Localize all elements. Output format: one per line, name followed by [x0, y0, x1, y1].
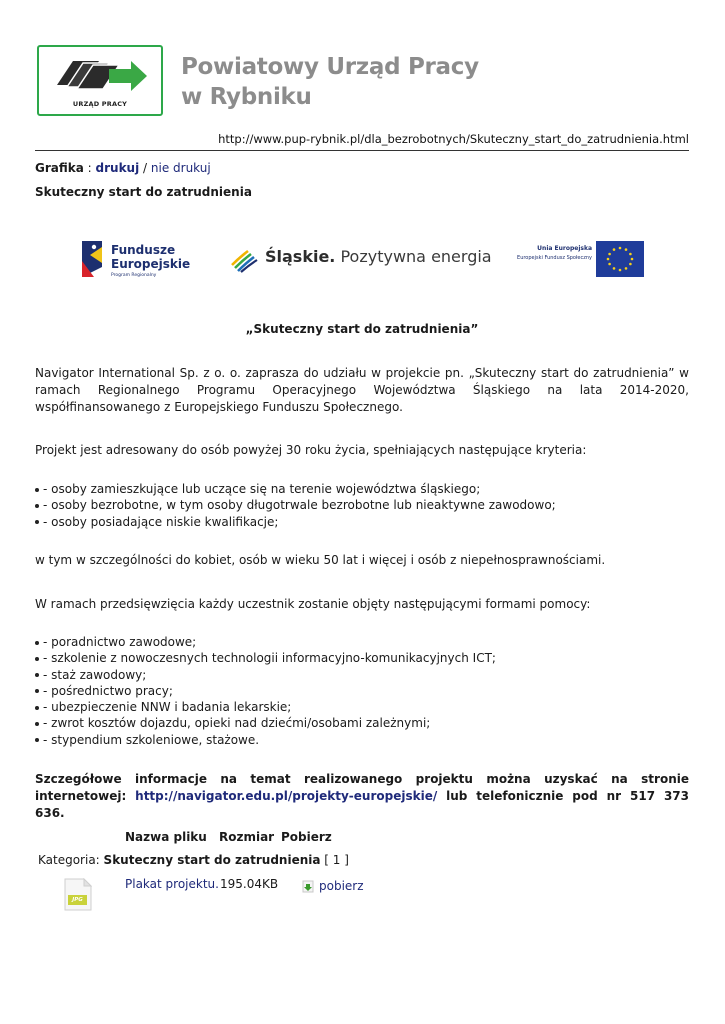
download-icon [302, 880, 315, 893]
navigator-link[interactable]: http://navigator.edu.pl/projekty-europejskie/ [135, 789, 438, 803]
jpg-file-icon[interactable] [64, 878, 92, 911]
logo-caption: URZĄD PRACY [72, 100, 128, 108]
list-item-text: - stypendium szkoleniowe, stażowe. [43, 732, 260, 747]
info-prefix: Szczegółowe informacje na temat realizowanego projektu można uzyskać na stronie internetowej: [35, 772, 689, 803]
bullet-icon [35, 488, 39, 492]
list-item-text: - ubezpieczenie NNW i badania lekarskie; [43, 700, 292, 715]
site-brand [181, 52, 479, 112]
list-item [35, 514, 689, 530]
bullet-icon [35, 641, 39, 645]
contact-info [35, 771, 689, 822]
list-item [35, 683, 689, 699]
info-suffix: lub telefonicznie pod nr 517 373 636. [35, 789, 689, 820]
list-item-text: - szkolenie z nowoczesnych technologii informacyjno-komunikacyjnych ICT; [43, 651, 496, 666]
grafika-label: Grafika [35, 161, 84, 175]
no-print-link[interactable]: nie drukuj [150, 161, 211, 175]
download-label: pobierz [319, 879, 364, 893]
col-header-download: Pobierz [281, 830, 332, 844]
separator: / [139, 161, 151, 175]
fundusze-europejskie-icon [80, 237, 110, 281]
category-row [38, 853, 349, 867]
list-item-text: - staż zawodowy; [43, 667, 147, 682]
header-divider [35, 150, 689, 151]
brand-line-1: Powiatowy Urząd Pracy [181, 54, 479, 80]
list-item [35, 650, 689, 666]
list-item [35, 497, 689, 513]
support-intro-paragraph: W ramach przedsięwzięcia każdy uczestnik zostanie objęty następującymi formami pomocy: [35, 597, 591, 611]
slaskie-icon [230, 243, 260, 273]
fe-line-1: Fundusze [111, 243, 176, 257]
support-list [35, 634, 689, 748]
download-link[interactable] [302, 879, 364, 893]
bullet-icon [35, 689, 39, 693]
print-link[interactable]: drukuj [95, 161, 140, 175]
list-item-text: - osoby zamieszkujące lub uczące się na terenie województwa śląskiego; [43, 482, 481, 496]
bullet-icon [35, 706, 39, 710]
fe-subtitle: Program Regionalny [111, 273, 157, 278]
fundusze-europejskie-logo [111, 243, 190, 271]
file-name-link[interactable]: Plakat projektu. [125, 877, 219, 891]
brand-line-2: w Rybniku [181, 84, 312, 110]
bullet-icon [35, 673, 39, 677]
print-options [35, 161, 211, 175]
pup-logo[interactable] [37, 45, 163, 116]
fe-line-2: Europejskie [111, 257, 191, 271]
list-item-text: - zwrot kosztów dojazdu, opieki nad dziećmi/osobami zależnymi; [43, 716, 431, 731]
category-name: Skuteczny start do zatrudnienia [103, 853, 321, 867]
criteria-list [35, 481, 689, 530]
separator: : [83, 161, 96, 175]
col-header-size: Rozmiar [219, 830, 275, 844]
ue-line-1: Unia Europejska [537, 245, 592, 252]
bullet-icon [35, 504, 39, 508]
intro-paragraph: Navigator International Sp. z o. o. zaprasza do udziału w projekcie pn. „Skuteczny start do zatrudnienia” w ramach Regionalnego Programu Operacyjnego Województwa Śląskiego na lata 2014-2020, współfinansowanego z Europejskiego Funduszu Społecznego. [35, 366, 689, 414]
list-item [35, 715, 689, 731]
audience-paragraph: Projekt jest adresowany do osób powyżej 30 roku życia, spełniających następujące kryteria: [35, 443, 587, 457]
list-item [35, 634, 689, 650]
slaskie-logo [265, 247, 492, 266]
slaskie-rest: Pozytywna energia [335, 247, 492, 266]
list-item [35, 667, 689, 683]
list-item [35, 699, 689, 715]
jpg-label: JPG [72, 897, 83, 903]
list-item-text: - osoby bezrobotne, w tym osoby długotrwale bezrobotne lub nieaktywne zawodowo; [43, 498, 556, 513]
list-item [35, 481, 689, 497]
category-count: [ 1 ] [320, 853, 349, 867]
slaskie-bold: Śląskie. [265, 247, 336, 266]
priority-paragraph: w tym w szczególności do kobiet, osób w wieku 50 lat i więcej i osób z niepełnosprawnościami. [35, 553, 606, 567]
article-title: „Skuteczny start do zatrudnienia” [245, 322, 479, 336]
list-item-text: - osoby posiadające niskie kwalifikacje; [43, 514, 279, 529]
file-size: 195.04KB [220, 877, 279, 891]
pup-logo-graphic [39, 51, 161, 101]
bullet-icon [35, 657, 39, 661]
col-header-name: Nazwa pliku [125, 830, 207, 844]
bullet-icon [35, 738, 39, 742]
list-item-text: - pośrednictwo pracy; [43, 683, 173, 698]
bullet-icon [35, 520, 39, 524]
page-url: http://www.pup-rybnik.pl/dla_bezrobotnych/Skuteczny_start_do_zatrudnienia.html [218, 132, 689, 146]
page-title: Skuteczny start do zatrudnienia [35, 185, 252, 199]
list-item-text: - poradnictwo zawodowe; [43, 635, 197, 649]
list-item [35, 732, 689, 748]
ue-line-2: Europejski Fundusz Społeczny [517, 255, 592, 261]
eu-flag-icon [596, 241, 644, 277]
category-label: Kategoria: [38, 853, 104, 867]
bullet-icon [35, 722, 39, 726]
